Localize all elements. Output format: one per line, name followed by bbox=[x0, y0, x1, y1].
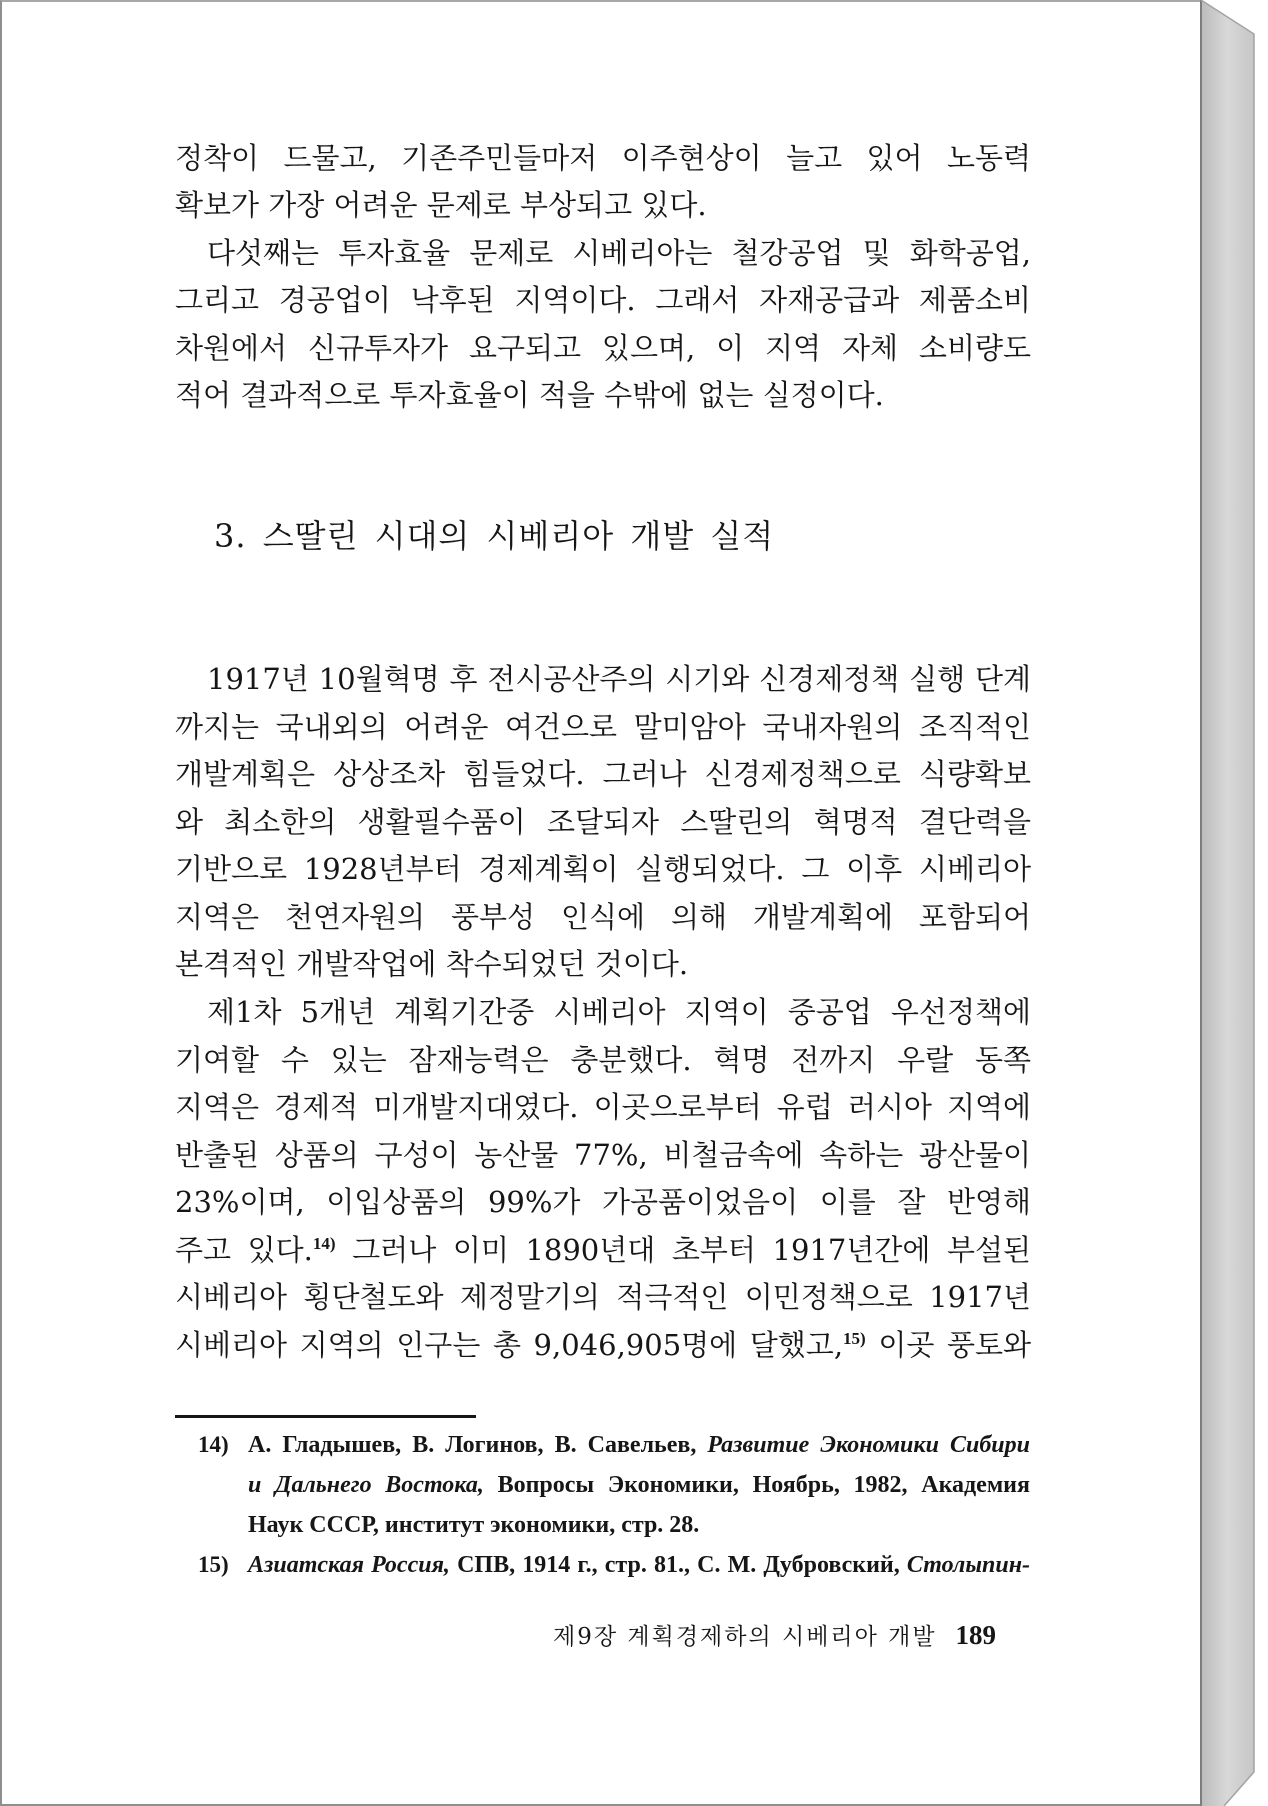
footnote-title: и Дальнего Востока, bbox=[248, 1472, 484, 1498]
footnote-ref-14: 14) bbox=[312, 1233, 336, 1253]
page-number: 189 bbox=[955, 1620, 996, 1650]
page-footer bbox=[553, 1615, 996, 1655]
page-thickness-strip bbox=[1201, 0, 1254, 1806]
body-line-text: 그러나 이미 1890년대 초부터 1917년간에 부설된 bbox=[352, 1232, 1032, 1267]
body-line: 그리고 경공업이 낙후된 지역이다. 그래서 자재공급과 제품소비 bbox=[175, 283, 1031, 318]
body-line-text: 주고 있다. bbox=[175, 1232, 313, 1267]
body-line: 23%이며, 이입상품의 99%가 가공품이었음이 이를 잘 반영해 bbox=[175, 1185, 1031, 1220]
footnote-title: Развитие Экономики Сибири bbox=[707, 1432, 1030, 1458]
footnote-line bbox=[248, 1465, 1030, 1505]
body-line: 반출된 상품의 구성이 농산물 77%, 비철금속에 속하는 광산물이 bbox=[175, 1137, 1031, 1172]
footnote-line bbox=[248, 1545, 1030, 1585]
page-strip-outline bbox=[1201, 0, 1254, 1806]
footnote-title: Азиатская Россия, bbox=[248, 1552, 450, 1578]
footnote-source: Вопросы Экономики, Ноябрь, 1982, Академия bbox=[497, 1472, 1030, 1498]
footnote-14 bbox=[198, 1425, 1033, 1545]
footnote-15 bbox=[198, 1545, 1033, 1585]
body-line: 확보가 가장 어려운 문제로 부상되고 있다. bbox=[175, 188, 707, 223]
body-line: 차원에서 신규투자가 요구되고 있으며, 이 지역 자체 소비량도 bbox=[175, 330, 1031, 365]
body-line: 까지는 국내외의 어려운 여건으로 말미암아 국내자원의 조직적인 bbox=[175, 709, 1031, 744]
body-line bbox=[175, 1322, 1031, 1370]
footnote-title: Столыпин- bbox=[906, 1552, 1031, 1578]
footnote-label: 15) bbox=[198, 1552, 229, 1577]
section-heading: 3. 스딸린 시대의 시베리아 개발 실적 bbox=[214, 517, 775, 555]
footnote-rule bbox=[175, 1415, 476, 1418]
body-line: 와 최소한의 생활필수품이 조달되자 스딸린의 혁명적 결단력을 bbox=[175, 804, 1031, 839]
body-line: 시베리아 횡단철도와 제정말기의 적극적인 이민정책으로 1917년 bbox=[175, 1280, 1031, 1315]
body-line: 1917년 10월혁명 후 전시공산주의 시기와 신경제정책 실행 단계 bbox=[207, 662, 1031, 696]
body-line: 기반으로 1928년부터 경제계획이 실행되었다. 그 이후 시베리아 bbox=[175, 852, 1031, 887]
body-line: 기여할 수 있는 잠재능력은 충분했다. 혁명 전까지 우랄 동쪽 bbox=[175, 1042, 1031, 1077]
body-line: 제1차 5개년 계획기간중 시베리아 지역이 중공업 우선정책에 bbox=[207, 994, 1031, 1029]
body-line-text: 시베리아 지역의 인구는 총 9,046,905명에 달했고, bbox=[175, 1327, 844, 1362]
body-text-section bbox=[175, 656, 1031, 1369]
body-line: 적어 결과적으로 투자효율이 적을 수밖에 없는 실정이다. bbox=[175, 377, 884, 412]
footnote-line bbox=[248, 1425, 1030, 1465]
body-line: 지역은 경제적 미개발지대였다. 이곳으로부터 유럽 러시아 지역에 bbox=[175, 1090, 1031, 1125]
body-line: 개발계획은 상상조차 힘들었다. 그러나 신경제정책으로 식량확보 bbox=[175, 757, 1031, 792]
footnote-label: 14) bbox=[198, 1432, 229, 1457]
body-line: 지역은 천연자원의 풍부성 인식에 의해 개발계획에 포함되어 bbox=[175, 899, 1031, 934]
body-line-text: 이곳 풍토와 bbox=[878, 1327, 1031, 1362]
footnote-ref-15: 15) bbox=[843, 1328, 866, 1348]
body-line: 정착이 드물고, 기존주민들마저 이주현상이 늘고 있어 노동력 bbox=[175, 141, 1031, 175]
body-line: 다섯째는 투자효율 문제로 시베리아는 철강공업 및 화학공업, bbox=[207, 235, 1031, 270]
footnote-source: СПВ, 1914 г., стр. 81., С. М. Дубровский, bbox=[457, 1552, 900, 1578]
footnote-body bbox=[248, 1545, 1030, 1585]
footnote-authors: А. Гладышев, В. Логинов, В. Савельев, bbox=[248, 1432, 697, 1458]
footnote-body bbox=[248, 1425, 1030, 1545]
body-text-top bbox=[175, 135, 1031, 419]
body-line: 본격적인 개발작업에 착수되었던 것이다. bbox=[175, 947, 689, 982]
footnote-line: Наук СССР, институт экономики, стр. 28. bbox=[248, 1512, 700, 1538]
body-line bbox=[175, 1227, 1031, 1275]
running-head: 제9장 계획경제하의 시베리아 개발 bbox=[553, 1624, 937, 1650]
